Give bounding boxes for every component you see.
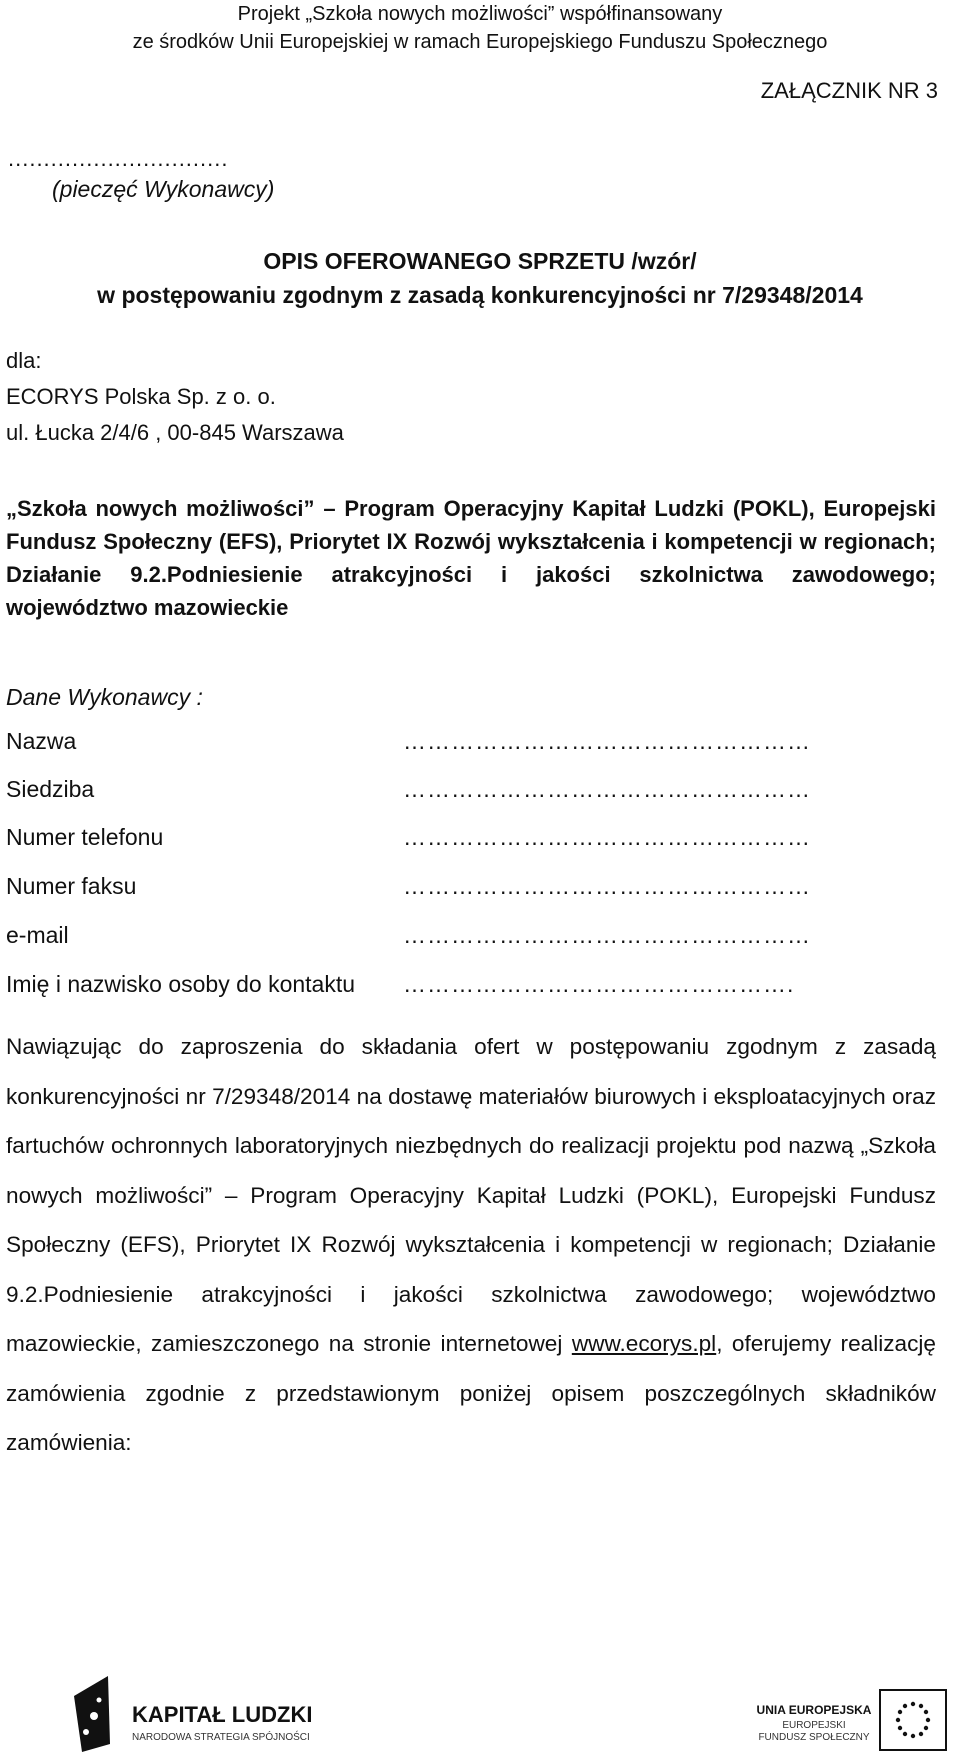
eu-logo-fund: EUROPEJSKI	[782, 1720, 846, 1731]
field-label: Siedziba	[6, 776, 95, 802]
project-description: „Szkoła nowych możliwości” – Program Operacyjny Kapitał Ludzki (POKL), Europejski Fundusz Społeczny (EFS), Priorytet IX Rozwój wykształcenia i kompetencji w regionach; Działanie 9.2.Podniesienie atrakcyjności i jakości szkolnictwa zawodowego; województwo mazowieckie	[6, 496, 936, 620]
contractor-data-heading: Dane Wykonawcy :	[6, 684, 203, 710]
paragraph-text-after: , oferujemy realizację zamówienia zgodnie z przedstawionym poniżej opisem poszczególnych składników zamówienia:	[6, 1331, 936, 1455]
field-label: Nazwa	[6, 728, 77, 754]
eu-logo-title: UNIA EUROPEJSKA	[756, 1703, 872, 1717]
kapital-ludzki-title: KAPITAŁ LUDZKI	[132, 1702, 312, 1727]
emblem-star-icon	[83, 1729, 89, 1735]
field-row-email	[6, 922, 936, 962]
funding-header	[0, 0, 960, 56]
field-label: Numer faksu	[6, 873, 137, 899]
field-fill-line[interactable]: ……………………………………………	[403, 873, 811, 899]
field-fill-line[interactable]: ………………………………………….	[403, 971, 795, 997]
title-line-2: w postępowaniu zgodnym z zasadą konkurencyjności nr 7/29348/2014	[97, 282, 863, 308]
annex-number: ZAŁĄCZNIK NR 3	[760, 78, 938, 103]
field-label: Numer telefonu	[6, 824, 164, 850]
field-fill-line[interactable]: ……………………………………………	[403, 728, 811, 754]
field-row-seat	[6, 776, 936, 816]
offer-paragraph	[6, 1022, 936, 1468]
recipient-street: ul. Łucka 2/4/6 , 00-845 Warszawa	[6, 420, 344, 445]
recipient-company: ECORYS Polska Sp. z o. o.	[6, 384, 276, 409]
field-row-phone	[6, 824, 936, 864]
recipient-address	[6, 343, 344, 451]
field-fill-line[interactable]: ……………………………………………	[403, 776, 811, 802]
field-row-fax	[6, 873, 936, 913]
field-label: Imię i nazwisko osoby do kontaktu	[6, 971, 356, 997]
paragraph-text-before: Nawiązując do zaproszenia do składania ofert w postępowaniu zgodnym z zasadą konkurencyjności nr 7/29348/2014 na dostawę materiałów biurowych i eksploatacyjnych oraz fartuchów ochronnych laboratoryjnych niezbędnych do realizacji projektu pod nazwą „Szkoła nowych możliwości” – Program Operacyjny Kapitał Ludzki (POKL), Europejski Fundusz Społeczny (EFS), Priorytet IX Rozwój wykształcenia i kompetencji w regionach; Działanie 9.2.Podniesienie atrakcyjności i jakości szkolnictwa zawodowego; województwo mazowieckie, zamieszczonego na stronie internetowej	[6, 1034, 936, 1356]
field-fill-line[interactable]: ……………………………………………	[403, 922, 811, 948]
title-line-1: OPIS OFEROWANEGO SPRZETU /wzór/	[263, 248, 697, 274]
field-fill-line[interactable]: ……………………………………………	[403, 824, 811, 850]
field-row-contact	[6, 971, 936, 1011]
header-line-1: Projekt „Szkoła nowych możliwości” współfinansowany	[237, 3, 723, 25]
kapital-ludzki-subtitle: NARODOWA STRATEGIA SPÓJNOŚCI	[132, 1732, 310, 1743]
emblem-star-icon	[97, 1698, 102, 1703]
kapital-ludzki-logo	[72, 1674, 312, 1754]
document-title	[0, 244, 960, 312]
stamp-placeholder: ...............................	[8, 146, 229, 171]
eu-logo-fund-2: FUNDUSZ SPOŁECZNY	[758, 1732, 870, 1743]
stamp-label: (pieczęć Wykonawcy)	[52, 176, 275, 202]
field-label: e-mail	[6, 922, 69, 948]
field-row-name	[6, 728, 936, 768]
recipient-prefix: dla:	[6, 348, 42, 373]
header-line-2: ze środków Unii Europejskiej w ramach Europejskiego Funduszu Społecznego	[132, 31, 828, 53]
ecorys-link[interactable]: www.ecorys.pl	[571, 1331, 717, 1356]
eu-flag-icon	[880, 1690, 946, 1750]
eu-logo	[752, 1676, 952, 1754]
emblem-star-icon	[90, 1712, 98, 1720]
